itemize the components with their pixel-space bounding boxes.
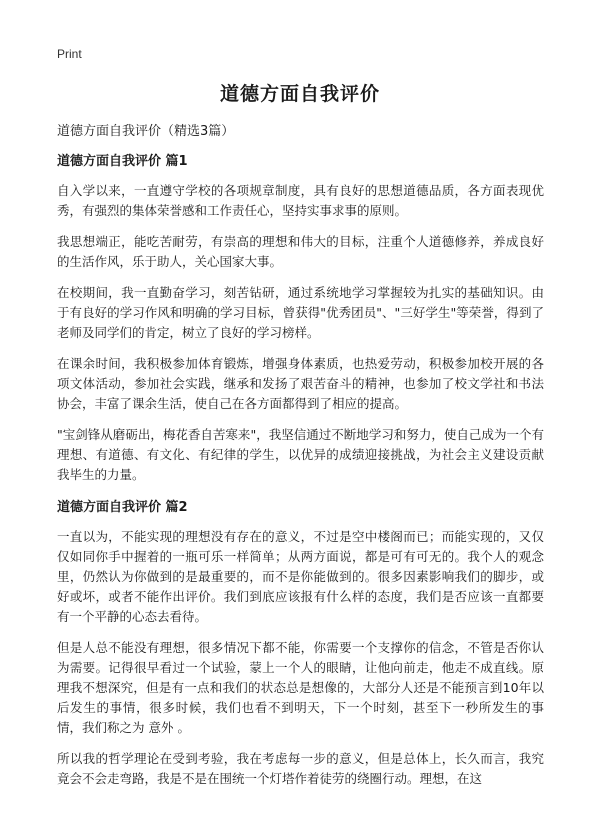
section-2 bbox=[57, 496, 544, 789]
section-heading: 道德方面自我评价 篇2 bbox=[57, 500, 188, 515]
paragraph: "宝剑锋从磨砺出，梅花香自苦寒来"，我坚信通过不断地学习和努力，使自己成为一个有理想、有道德、有文化、有纪律的学生，以优异的成绩迎接挑战，为社会主义建设贡献我毕生的力量。 bbox=[57, 427, 544, 482]
paragraph: 我思想端正，能吃苦耐劳，有崇高的理想和伟大的目标，注重个人道德修养，养成良好的生活作风，乐于助人，关心国家大事。 bbox=[57, 234, 544, 269]
page-title: 道德方面自我评价 bbox=[219, 83, 380, 105]
paragraph: 但是人总不能没有理想，很多情况下都不能，你需要一个支撑你的信念，不管是否你认为需要。记得很早看过一个试验，蒙上一个人的眼睛，让他向前走，他走不成直线。原理我不想深究，但是有一点和我们的状态总是想像的，大部分人还是不能预言到10年以后发生的事情，很多时候，我们也看不到明天，下一个时刻，甚至下一秒所发生的事情，我们称之为 意外 。 bbox=[57, 640, 544, 735]
paragraph: 在课余时间，我积极参加体育锻炼，增强身体素质，也热爱劳动，积极参加校开展的各项文体活动，参加社会实践，继承和发扬了艰苦奋斗的精神，也参加了校文学社和书法协会，丰富了课余生活，使自己在各方面都得到了相应的提高。 bbox=[57, 356, 544, 411]
section-1 bbox=[57, 150, 544, 485]
document-subtitle: 道德方面自我评价（精选3篇） bbox=[57, 124, 235, 139]
paragraph: 一直以为，不能实现的理想没有存在的意义，不过是空中楼阁而已；而能实现的，又仅仅如同你手中握着的一瓶可乐一样简单；从两方面说，都是可有可无的。我个人的观念里，仍然认为你做到的是最重要的，而不是你能做到的。很多因素影响我们的脚步，或好或坏，或者不能作出评价。我们到底应该报有什么样的态度，我们是否应该一直都要有一个平静的心态去看待。 bbox=[57, 529, 544, 624]
section-heading: 道德方面自我评价 篇1 bbox=[57, 154, 188, 169]
paragraph: 自入学以来，一直遵守学校的各项规章制度，具有良好的思想道德品质，各方面表现优秀，有强烈的集体荣誉感和工作责任心，坚持实事求事的原则。 bbox=[57, 183, 544, 218]
paragraph: 在校期间，我一直勤奋学习，刻苦钻研，通过系统地学习掌握较为扎实的基础知识。由于有良好的学习作风和明确的学习目标，曾获得"优秀团员"、"三好学生"等荣誉，得到了老师及同学们的肯定，树立了良好的学习榜样。 bbox=[57, 285, 544, 340]
print-link[interactable]: Print bbox=[57, 47, 82, 61]
paragraph: 所以我的哲学理论在受到考验，我在考虑每一步的意义，但是总体上，长久而言，我究竟会不会走弯路，我是不是在围统一个灯塔作着徒劳的绕圈行动。理想，在这 bbox=[57, 751, 544, 786]
document-content bbox=[57, 150, 544, 800]
